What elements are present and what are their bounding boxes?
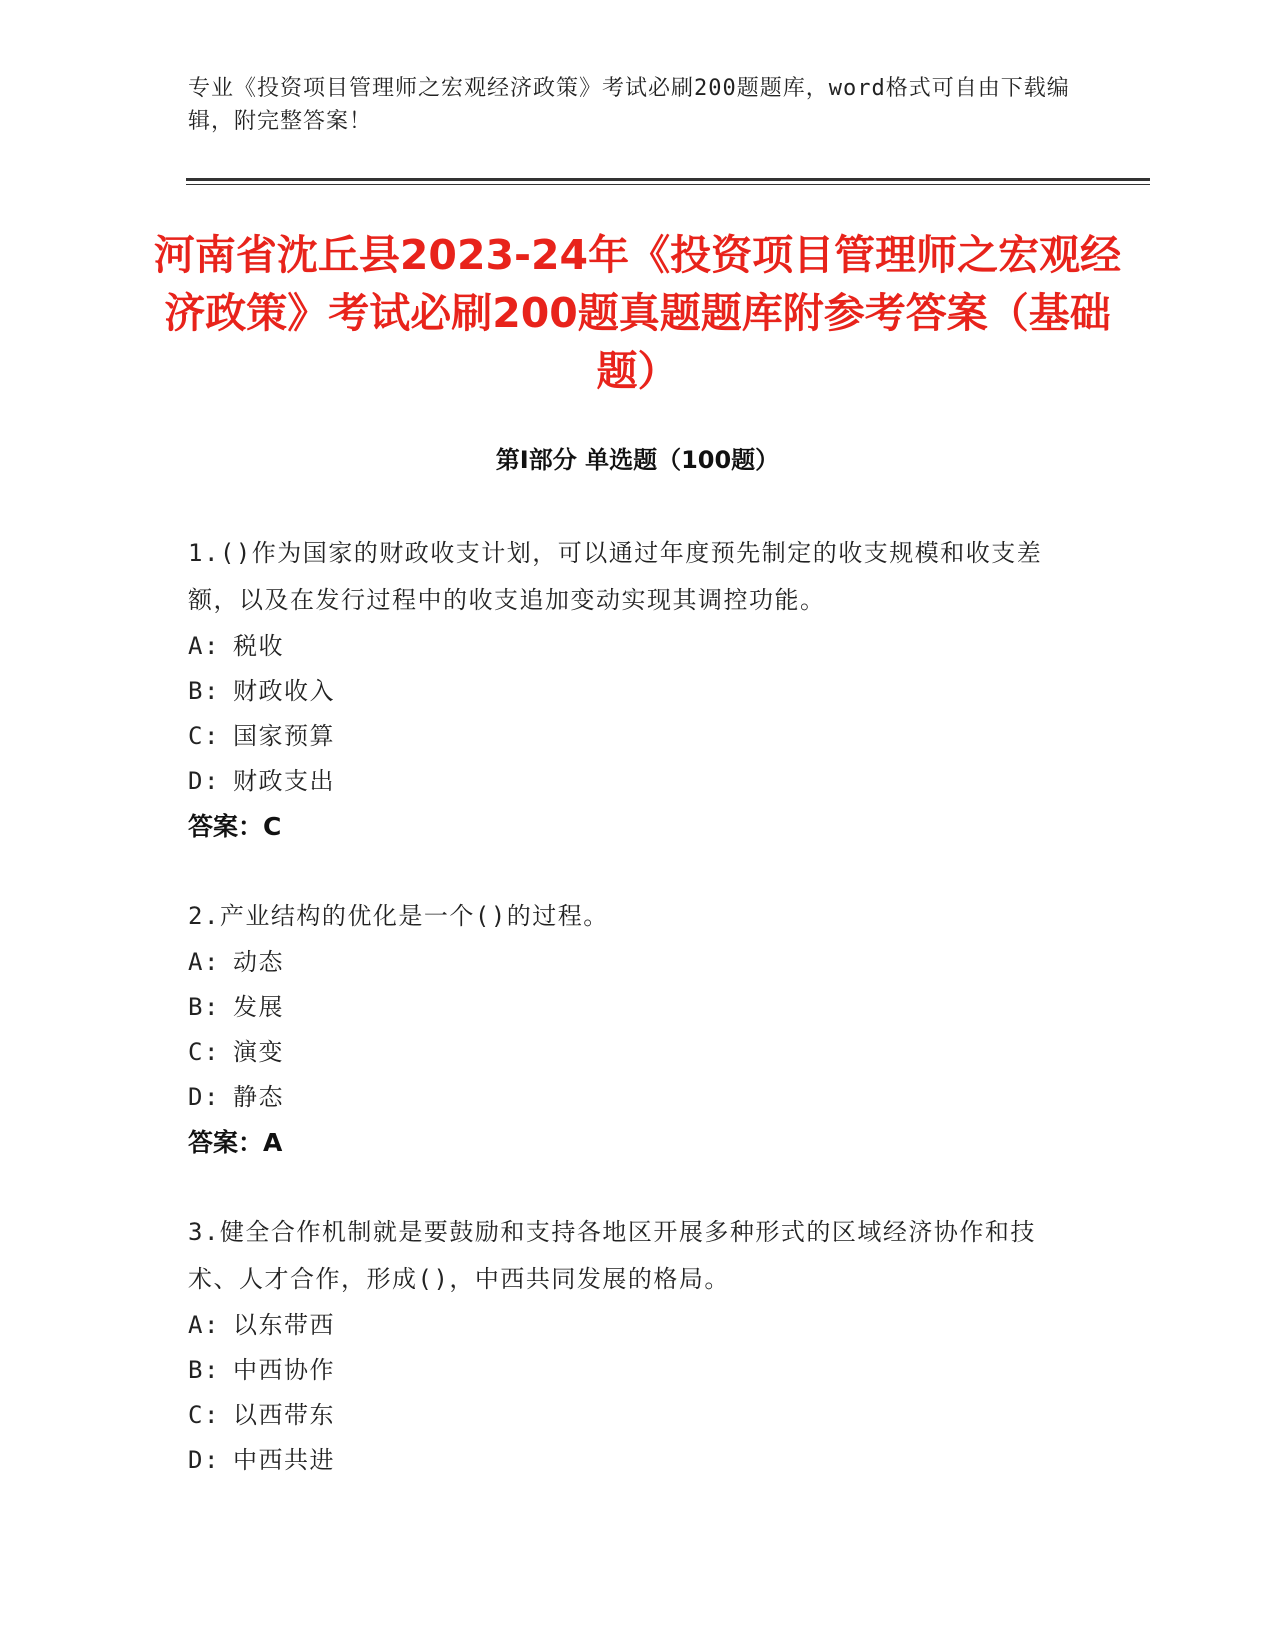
option-text: 以东带西: [233, 1311, 335, 1339]
answer-line: [188, 1120, 1068, 1166]
option-d: [188, 1438, 1068, 1483]
answer-value: C: [263, 812, 282, 841]
option-text: 静态: [233, 1083, 284, 1111]
option-a: [188, 624, 1068, 669]
option-c: [188, 714, 1068, 759]
option-key: A:: [188, 1311, 220, 1339]
document-title: 河南省沈丘县2023-24年《投资项目管理师之宏观经济政策》考试必刷200题真题题库附参考答案（基础题）: [153, 231, 1122, 395]
option-key: C:: [188, 722, 220, 750]
option-c: [188, 1393, 1068, 1438]
option-a: [188, 1303, 1068, 1348]
option-text: 以西带东: [233, 1401, 335, 1429]
option-key: D:: [188, 767, 220, 795]
option-key: A:: [188, 632, 220, 660]
option-text: 财政支出: [233, 767, 335, 795]
question-stem: 3.健全合作机制就是要鼓励和支持各地区开展多种形式的区域经济协作和技术、人才合作，形成()，中西共同发展的格局。: [188, 1218, 1036, 1293]
option-b: [188, 985, 1068, 1030]
option-key: D:: [188, 1083, 220, 1111]
option-text: 国家预算: [233, 722, 335, 750]
header-rule-thick: [186, 178, 1150, 181]
option-text: 动态: [233, 948, 284, 976]
option-key: A:: [188, 948, 220, 976]
option-d: [188, 1075, 1068, 1120]
option-text: 税收: [233, 632, 284, 660]
section-title: 第Ⅰ部分 单选题（100题）: [495, 446, 780, 474]
header-rule-thin: [186, 184, 1150, 185]
option-key: D:: [188, 1446, 220, 1474]
option-d: [188, 759, 1068, 804]
question-list: [188, 530, 1068, 1526]
header-note: 专业《投资项目管理师之宏观经济政策》考试必刷200题题库，word格式可自由下载编辑，附完整答案！: [188, 76, 1070, 134]
option-key: B:: [188, 993, 220, 1021]
answer-value: A: [263, 1128, 283, 1157]
option-text: 发展: [233, 993, 284, 1021]
question-2: [188, 893, 1068, 1166]
option-key: B:: [188, 1356, 220, 1384]
option-b: [188, 669, 1068, 714]
option-text: 中西协作: [233, 1356, 335, 1384]
question-1: [188, 530, 1068, 850]
answer-line: [188, 804, 1068, 850]
question-3: [188, 1209, 1068, 1483]
option-text: 中西共进: [233, 1446, 335, 1474]
option-key: B:: [188, 677, 220, 705]
option-text: 演变: [233, 1038, 284, 1066]
option-key: C:: [188, 1038, 220, 1066]
question-stem: 1.()作为国家的财政收支计划，可以通过年度预先制定的收支规模和收支差额，以及在发行过程中的收支追加变动实现其调控功能。: [188, 539, 1043, 614]
answer-prefix: 答案：: [188, 1128, 264, 1157]
question-stem: 2.产业结构的优化是一个()的过程。: [188, 902, 609, 930]
option-a: [188, 940, 1068, 985]
option-b: [188, 1348, 1068, 1393]
option-text: 财政收入: [233, 677, 335, 705]
answer-prefix: 答案：: [188, 812, 264, 841]
option-key: C:: [188, 1401, 220, 1429]
option-c: [188, 1030, 1068, 1075]
